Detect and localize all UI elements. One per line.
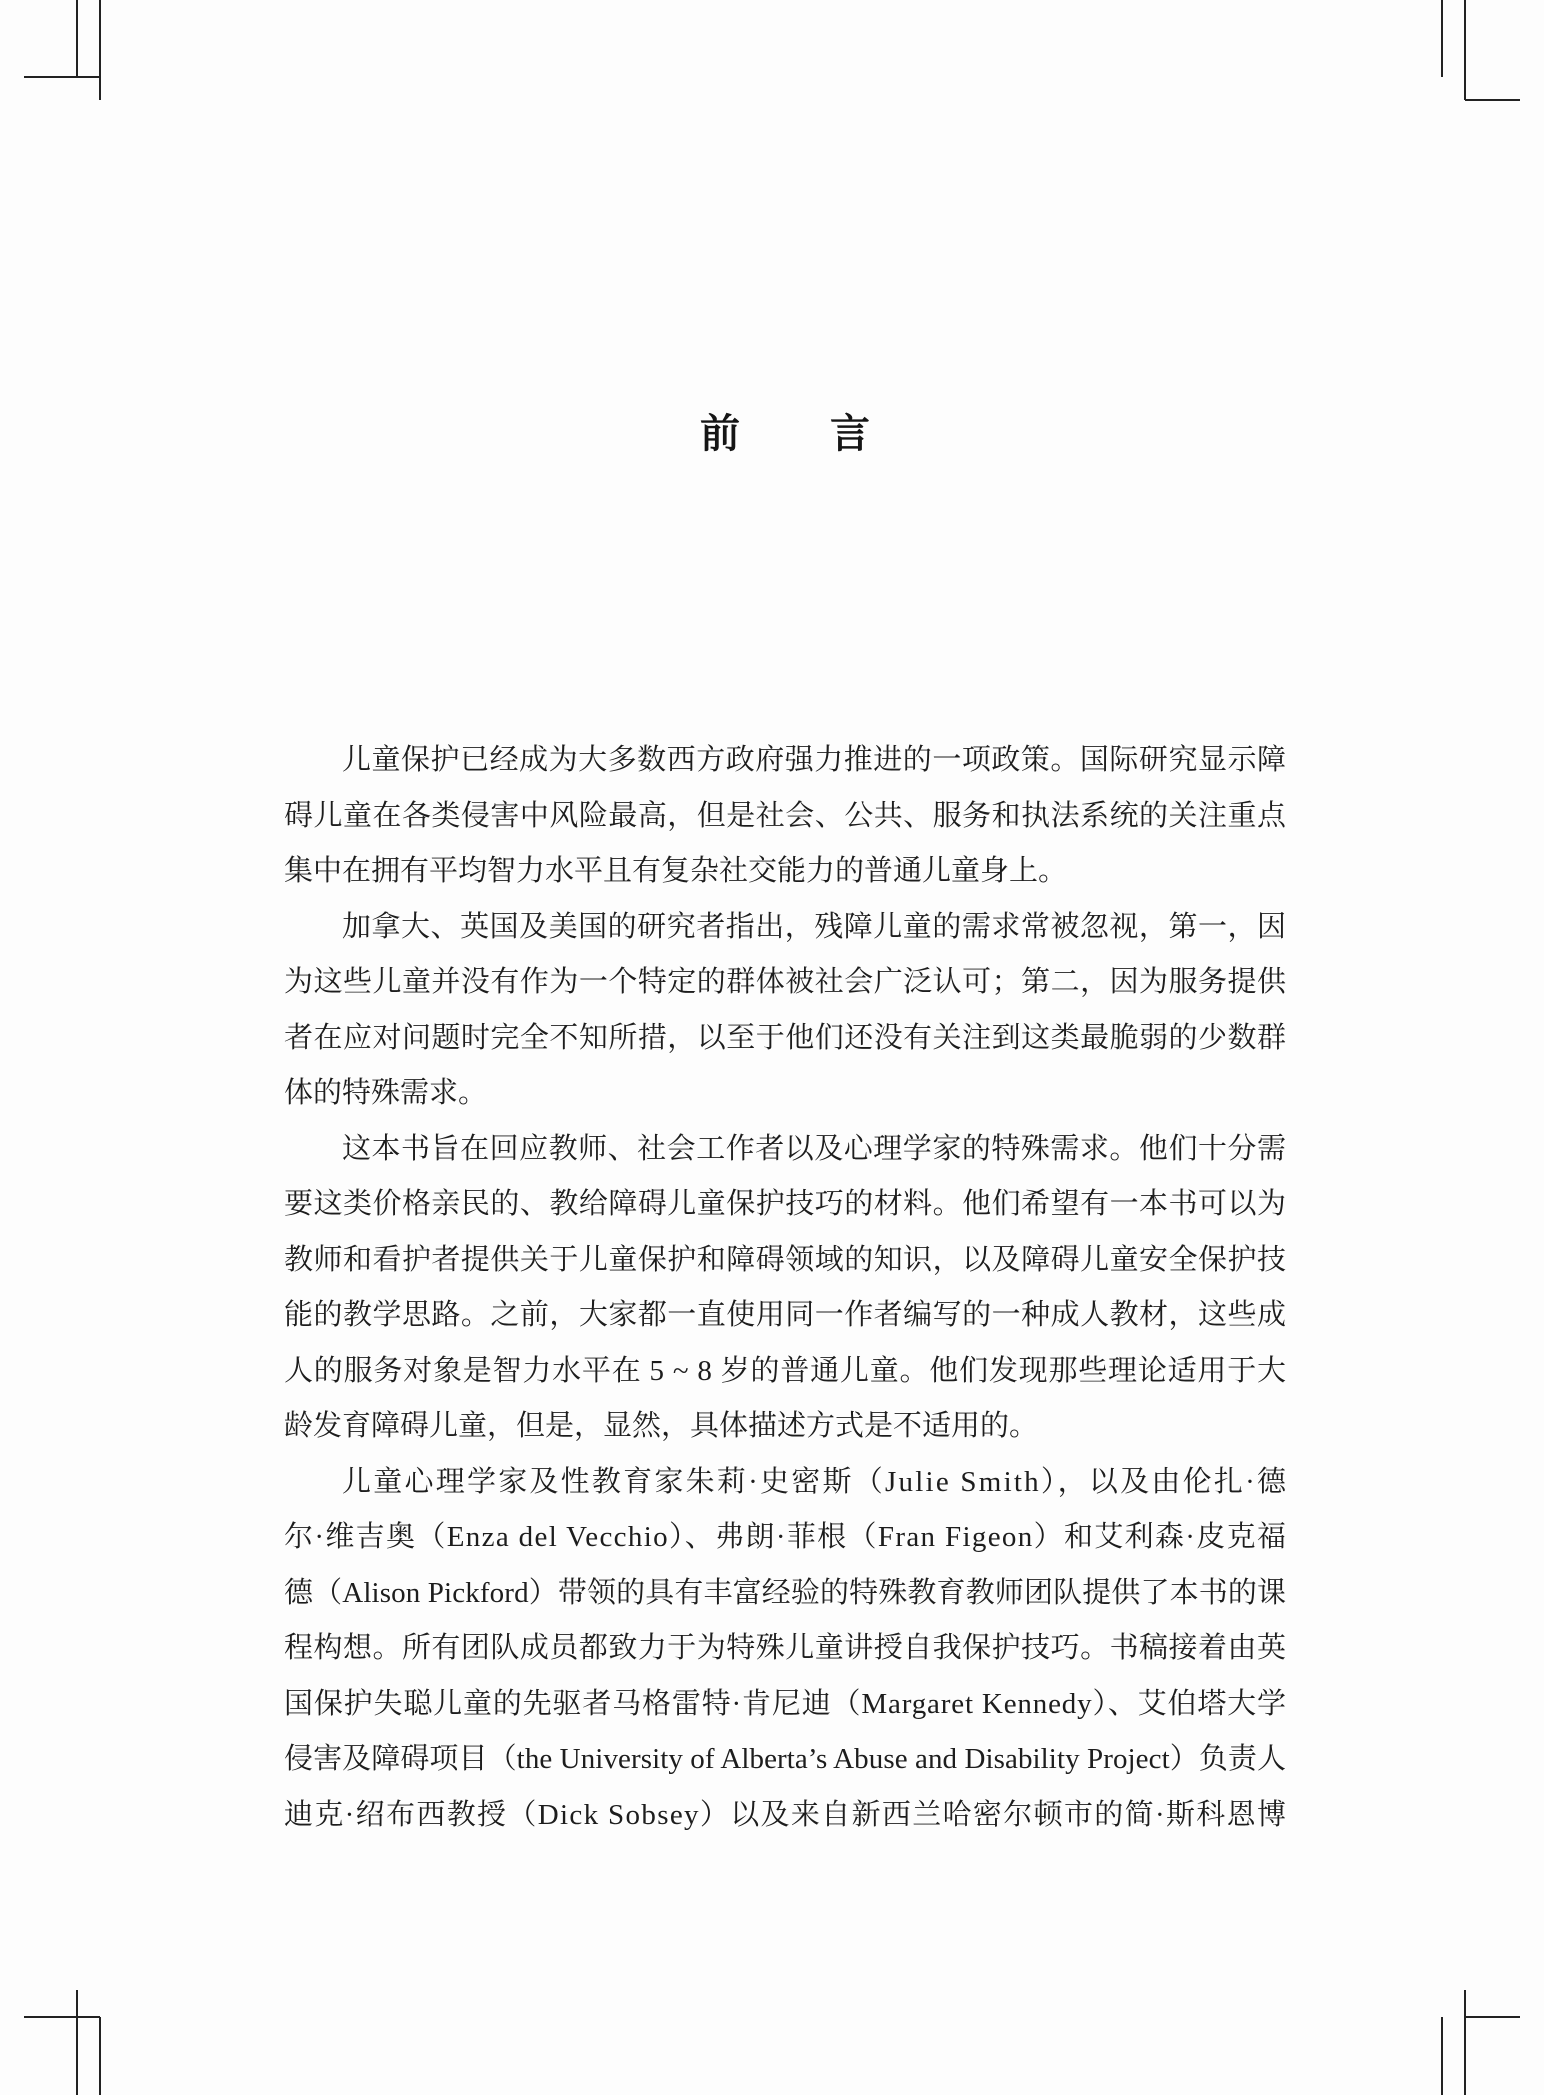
text-line: 加拿大、英国及美国的研究者指出，残障儿童的需求常被忽视，第一，因 bbox=[342, 910, 1287, 943]
text-line: 尔·维吉奥（Enza del Vecchio）、弗朗·菲根（Fran Figeon）和艾利森·皮克福 bbox=[284, 1521, 1288, 1553]
text-line: 者在应对问题时完全不知所措，以至于他们还没有关注到这类最脆弱的少数群 bbox=[284, 1021, 1287, 1054]
text-line: 体的特殊需求。 bbox=[284, 1077, 488, 1109]
text-line: 德（Alison Pickford）带领的具有丰富经验的特殊教育教师团队提供了本书的课 bbox=[284, 1576, 1287, 1609]
text-line: 儿童心理学家及性教育家朱莉·史密斯（Julie Smith），以及由伦扎·德 bbox=[342, 1465, 1289, 1498]
text-line: 这本书旨在回应教师、社会工作者以及心理学家的特殊需求。他们十分需 bbox=[342, 1132, 1287, 1165]
text-line: 龄发育障碍儿童，但是，显然，具体描述方式是不适用的。 bbox=[284, 1410, 1039, 1442]
text-line: 迪克·绍布西教授（Dick Sobsey）以及来自新西兰哈密尔顿市的简·斯科恩博 bbox=[284, 1798, 1288, 1831]
paragraph-2 bbox=[284, 900, 1286, 1122]
text-line: 程构想。所有团队成员都致力于为特殊儿童讲授自我保护技巧。书稿接着由英 bbox=[284, 1632, 1287, 1664]
paragraph-3 bbox=[284, 1122, 1286, 1455]
text-line: 为这些儿童并没有作为一个特定的群体被社会广泛认可；第二，因为服务提供 bbox=[284, 966, 1287, 998]
text-line: 儿童保护已经成为大多数西方政府强力推进的一项政策。国际研究显示障 bbox=[342, 744, 1287, 776]
text-line: 人的服务对象是智力水平在 5 ~ 8 岁的普通儿童。他们发现那些理论适用于大 bbox=[284, 1354, 1287, 1387]
body-text bbox=[284, 733, 1289, 1843]
text-line: 要这类价格亲民的、教给障碍儿童保护技巧的材料。他们希望有一本书可以为 bbox=[284, 1188, 1287, 1220]
paragraph-4 bbox=[284, 1455, 1289, 1844]
text-line: 碍儿童在各类侵害中风险最高，但是社会、公共、服务和执法系统的关注重点 bbox=[284, 799, 1287, 832]
text-line: 国保护失聪儿童的先驱者马格雷特·肯尼迪（Margaret Kennedy）、艾伯塔大学 bbox=[284, 1687, 1287, 1720]
text-line: 教师和看护者提供关于儿童保护和障碍领域的知识，以及障碍儿童安全保护技 bbox=[284, 1243, 1287, 1276]
text-line: 能的教学思路。之前，大家都一直使用同一作者编写的一种成人教材，这些成 bbox=[284, 1299, 1287, 1331]
text-line: 集中在拥有平均智力水平且有复杂社交能力的普通儿童身上。 bbox=[284, 855, 1068, 887]
text-line: 侵害及障碍项目（the University of Alberta’s Abuse and Disability Project）负责人 bbox=[284, 1743, 1287, 1775]
paragraph-1 bbox=[284, 733, 1286, 900]
page-title: 前 言 bbox=[700, 411, 895, 457]
